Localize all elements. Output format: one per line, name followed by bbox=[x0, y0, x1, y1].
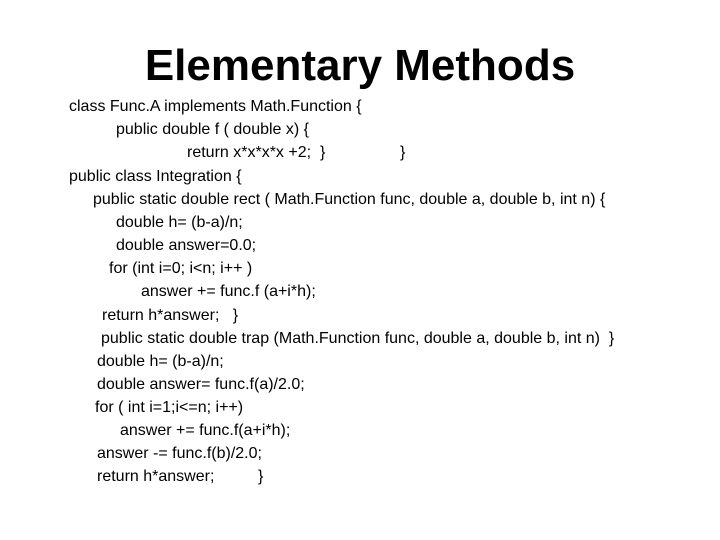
code-line: answer += func.f (a+i*h); bbox=[141, 283, 316, 300]
code-line: double h= (b-a)/n; bbox=[116, 214, 243, 231]
code-line: public static double trap (Math.Function func, double a, double b, int n) } bbox=[101, 330, 615, 347]
code-line: for (int i=0; i<n; i++ ) bbox=[109, 260, 253, 277]
code-line: class Func.A implements Math.Function { bbox=[69, 98, 362, 115]
code-line: public double f ( double x) { bbox=[116, 121, 310, 138]
code-line: answer += func.f(a+i*h); bbox=[120, 422, 291, 439]
code-line: double h= (b-a)/n; bbox=[97, 353, 224, 370]
code-line: } bbox=[258, 468, 264, 485]
code-line: } bbox=[400, 144, 406, 161]
slide-title: Elementary Methods bbox=[144, 41, 576, 90]
code-line: return h*answer; bbox=[97, 468, 215, 485]
code-line: for ( int i=1;i<=n; i++) bbox=[95, 399, 244, 416]
code-line: return h*answer; } bbox=[102, 307, 239, 324]
code-line: public static double rect ( Math.Function func, double a, double b, int n) { bbox=[93, 191, 606, 208]
code-line: double answer= func.f(a)/2.0; bbox=[97, 376, 305, 393]
code-line: return x*x*x*x +2; } bbox=[187, 144, 326, 161]
code-line: answer -= func.f(b)/2.0; bbox=[97, 445, 262, 462]
code-line: public class Integration { bbox=[69, 168, 242, 185]
code-line: double answer=0.0; bbox=[116, 237, 257, 254]
